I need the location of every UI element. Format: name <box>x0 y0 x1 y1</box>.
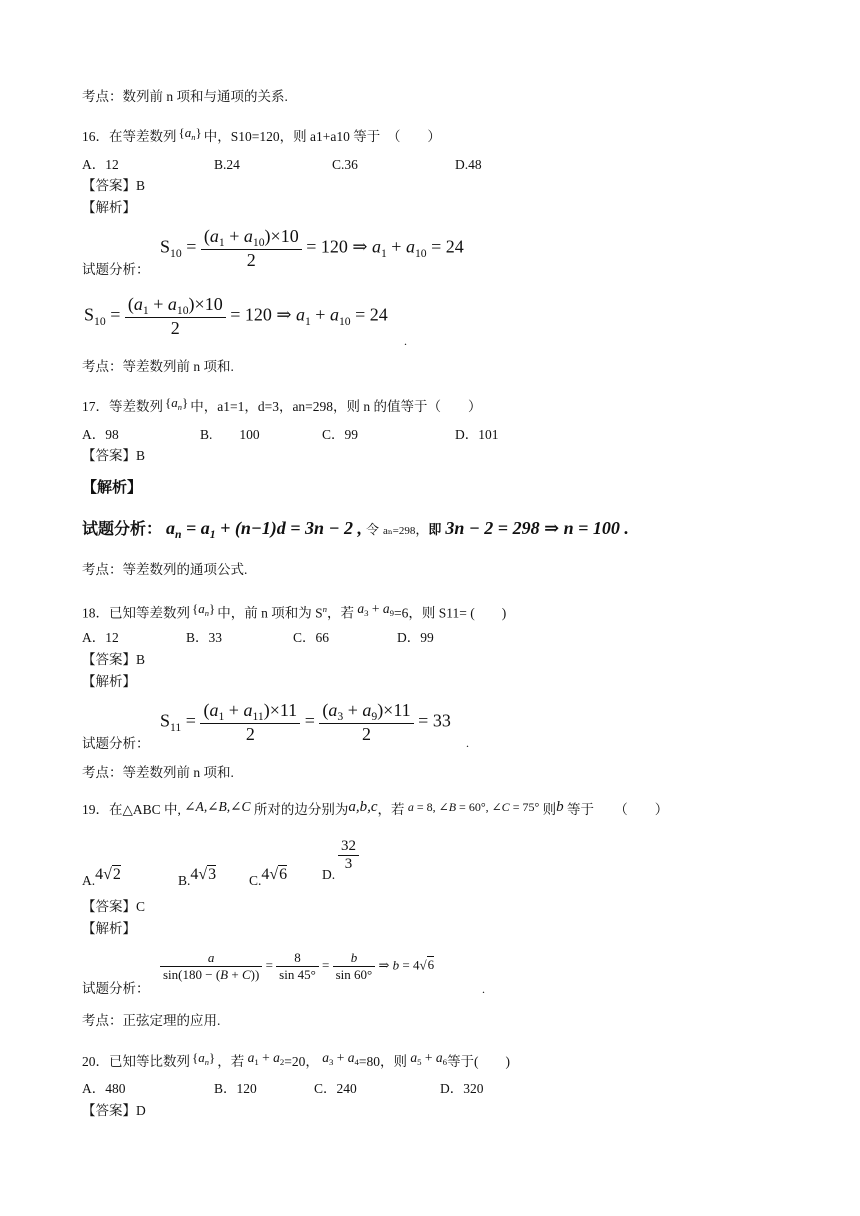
q18-option-d: D．99 <box>397 630 434 645</box>
q16-stem: 16．在等差数列 <box>82 129 177 144</box>
period-dot: . <box>404 334 407 348</box>
q19-option-b <box>178 866 216 890</box>
side-b: b <box>556 799 564 815</box>
q19-fenxi-label: 试题分析： <box>82 981 150 996</box>
sn-sup: n <box>322 604 327 614</box>
q18-answer: 【答案】B <box>82 652 146 667</box>
q18-option-b: B．33 <box>186 630 223 645</box>
q20-end: 等于( ) <box>447 1054 511 1069</box>
q18-text-3: =6，则 S11= ( ) <box>394 605 507 621</box>
q16-option-b: B.24 <box>214 157 240 172</box>
q20-stem: 20．已知等比数列 <box>82 1054 190 1069</box>
question-16 <box>82 124 441 146</box>
q16-option-d: D.48 <box>455 157 482 172</box>
q16-formula-2: $S_{10}$ = $\frac{(a_1 + a_{10})\times 10}{2}$ = 120 ⇒ $a_1 + a_{10} = 24$ <box>84 294 388 339</box>
q19-formula: $\frac{a}{\sin(180 - (B + C))}$ = $\frac{8}{\sin 45^\circ}$ = $\frac{b}{\sin 60^\circ}$ ⇒ b = 4√6 <box>160 950 434 983</box>
q17-formula: $a_n = a_1 + (n-1)d = 3n - 2$ , <box>166 518 362 542</box>
q19-option-d <box>322 866 335 884</box>
q19-option-a <box>82 866 121 890</box>
q19-a-val: 4√2 <box>95 866 121 883</box>
question-18 <box>82 600 506 622</box>
q17-formula-2: 3n − 2 = 298 ⇒ n = 100 . <box>445 518 629 538</box>
q16-formula-1: $S_{10}$ = $\frac{(a_1 + a_{10})\times 10}{2}$ = 120 ⇒ $a_1 + a_{10} = 24$ <box>160 226 464 271</box>
q19-answer: 【答案】C <box>82 899 146 914</box>
q17-analysis: 试题分析： $a_n = a_1 + (n-1)d = 3n - 2$ , 令 aₙ=298，即 3n − 2 = 298 ⇒ n = 100 . <box>82 518 629 542</box>
seq-an-math: $\{a_n\}$ <box>178 125 202 142</box>
q18-jiexi: 【解析】 <box>82 674 136 689</box>
a3-plus-a9: $a_3 + a_9$ <box>357 601 395 619</box>
q19-text-2: ，若 <box>377 802 405 817</box>
q19-stem: 19．在△ABC 中, <box>82 802 181 817</box>
q20-option-b: B．120 <box>214 1081 257 1096</box>
q17-text: 中，a1=1，d=3，an=298，则 n 的值等于（ ） <box>190 399 482 414</box>
q20-option-d: D．320 <box>440 1081 484 1096</box>
q20-text-3: =80，则 <box>358 1054 408 1069</box>
a3-plus-a4: $a_3 + a_4$ <box>322 1050 359 1068</box>
q20-option-a: A．480 <box>82 1081 126 1096</box>
q18-text: 中，前 n 项和为 S <box>217 605 323 621</box>
seq-an-math: $\{a_n\}$ <box>192 1050 216 1067</box>
q19-c-label: C. <box>249 873 262 888</box>
q17-option-d: D．101 <box>455 427 499 442</box>
q20-answer: 【答案】D <box>82 1103 146 1118</box>
q18-option-c: C．66 <box>293 630 330 645</box>
period-dot: . <box>466 736 469 750</box>
seq-an-math: $\{a_n\}$ <box>165 395 189 412</box>
q18-stem: 18．已知等差数列 <box>82 605 190 621</box>
kaodian-18: 考点：等差数列前 n 项和. <box>82 765 234 780</box>
q19-b-label: B. <box>178 873 191 888</box>
q17-small: aₙ=298 <box>383 525 416 537</box>
q16-fenxi-label: 试题分析： <box>82 262 150 277</box>
q16-option-a: A．12 <box>82 157 119 172</box>
q16-text: 中，S10=120，则 a1+a10 等于 （ ） <box>203 129 441 144</box>
q17-fenxi-label: 试题分析： <box>82 521 163 538</box>
q19-jiexi: 【解析】 <box>82 921 136 936</box>
a1-plus-a2: $a_1 + a_2$ <box>247 1050 285 1068</box>
q18-option-a: A．12 <box>82 630 119 645</box>
q18-text-2: ，若 <box>327 605 354 621</box>
question-19 <box>82 798 668 819</box>
q17-jiexi: 【解析】 <box>82 480 143 496</box>
sides-abc: a,b,c <box>348 799 378 815</box>
q16-option-c: C.36 <box>332 157 358 172</box>
kaodian-17: 考点：等差数列的通项公式. <box>82 562 248 577</box>
q20-option-c: C．240 <box>314 1081 357 1096</box>
q16-answer: 【答案】B <box>82 178 146 193</box>
q17-option-a: A．98 <box>82 427 119 442</box>
q19-text: 所对的边分别为 <box>253 802 349 817</box>
kaodian-15: 考点：数列前 n 项和与通项的关系. <box>82 89 288 104</box>
q17-answer: 【答案】B <box>82 448 146 463</box>
q19-a-label: A. <box>82 873 96 888</box>
q17-option-c: C．99 <box>322 427 359 442</box>
q18-formula: $S_{11}$ = $\frac{(a_1 + a_{11})\times 11}{2}$ = $\frac{(a_3 + a_9)\times 11}{2}$ = 33 <box>160 700 451 745</box>
q19-option-c <box>249 866 287 890</box>
q19-end: 等于 （ ） <box>567 802 669 817</box>
q18-fenxi-label: 试题分析： <box>82 736 150 751</box>
q20-text: ，若 <box>217 1054 245 1069</box>
q19-text-3: 则 <box>542 802 557 817</box>
q17-ling: 令 <box>365 522 379 537</box>
kaodian-19: 考点：正弦定理的应用. <box>82 1013 221 1028</box>
q19-d-label: D. <box>322 867 336 882</box>
kaodian-16: 考点：等差数列前 n 项和. <box>82 359 234 374</box>
angles-abc: ∠A,∠B,∠C <box>184 799 251 814</box>
q19-b-val: 4√3 <box>190 866 217 883</box>
question-20 <box>82 1049 510 1071</box>
question-17 <box>82 394 482 416</box>
q19-d-frac: $\frac{32}{3}$ <box>338 838 359 873</box>
q17-option-b: B. 100 <box>200 427 260 442</box>
period-dot: . <box>482 982 485 996</box>
q17-ji: 即 <box>428 522 442 537</box>
q20-text-2: =20， <box>284 1054 319 1069</box>
a5-plus-a6: $a_5 + a_6$ <box>410 1050 448 1068</box>
q16-jiexi: 【解析】 <box>82 200 136 215</box>
q19-condition: a = 8, ∠B = 60°, ∠C = 75° <box>407 800 540 814</box>
q19-c-val: 4√6 <box>261 866 288 883</box>
q17-stem: 17．等差数列 <box>82 399 163 414</box>
seq-an-math: $\{a_n\}$ <box>192 601 216 619</box>
